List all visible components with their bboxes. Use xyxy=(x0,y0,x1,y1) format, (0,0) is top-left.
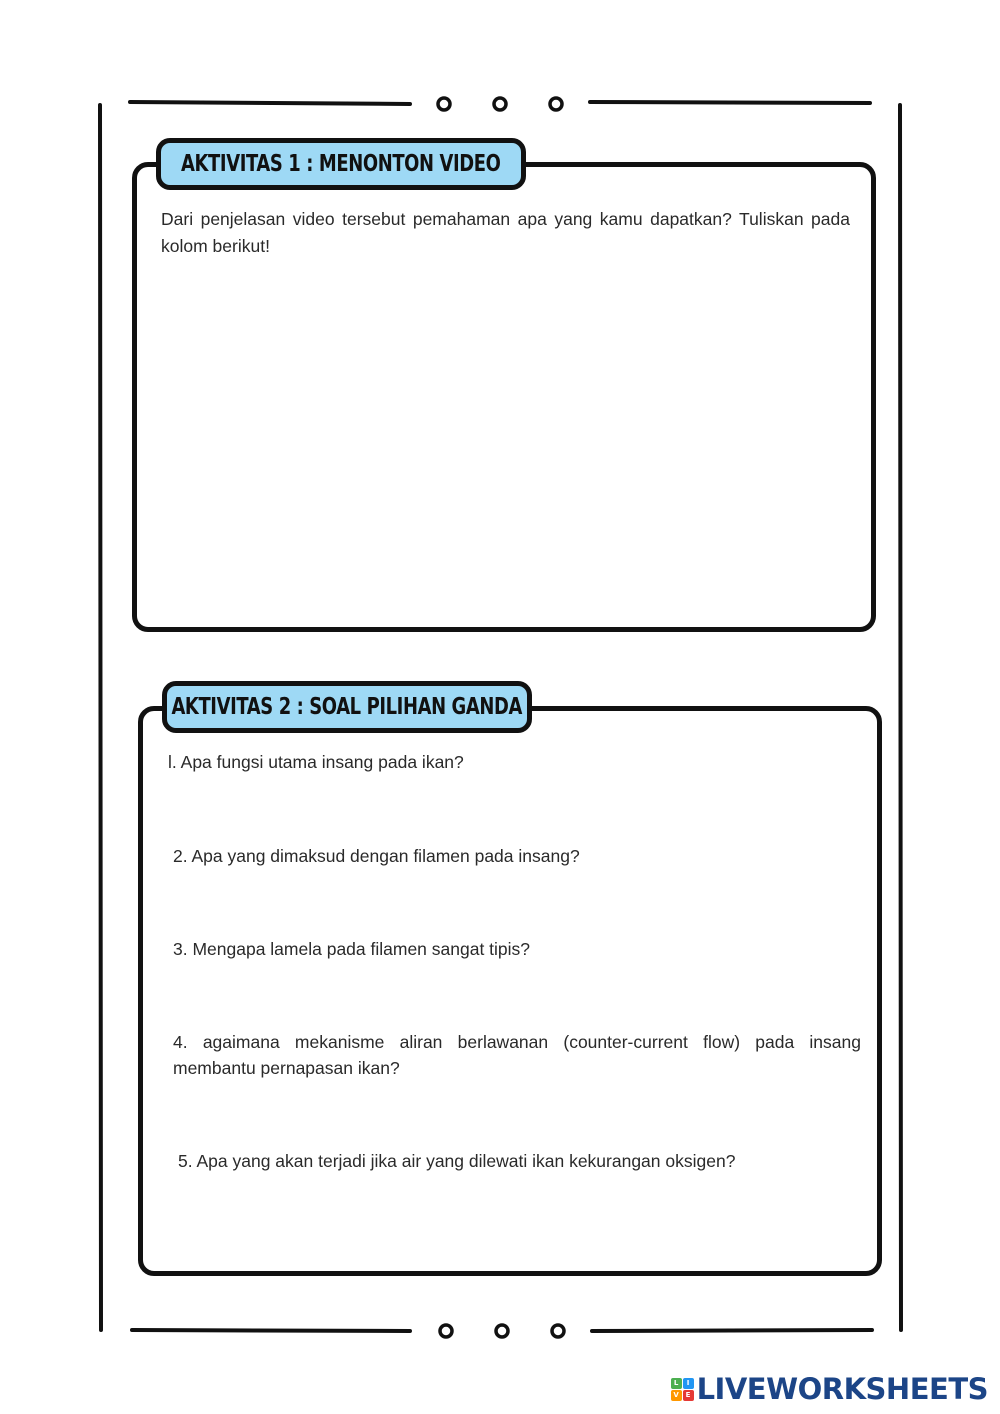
question-2: 2. Apa yang dimaksud dengan filamen pada insang? xyxy=(173,846,580,866)
activity2-title: AKTIVITAS 2 : SOAL PILIHAN GANDA xyxy=(171,694,523,720)
activity2-title-tab xyxy=(162,681,532,733)
frame-top-rule-left xyxy=(130,102,410,104)
liveworksheets-wordmark: LIVEWORKSHEETS xyxy=(696,1372,988,1406)
frame-right-line xyxy=(900,105,901,1330)
frame-bottom-rule-right xyxy=(592,1330,872,1331)
activity2-question-box xyxy=(138,706,882,1276)
activity1-instruction: Dari penjelasan video tersebut pemahaman apa yang kamu dapatkan? Tuliskan pada kolom berikut! xyxy=(161,209,850,256)
frame-bottom-rule-left xyxy=(132,1330,410,1331)
question-4: 4. agaimana mekanisme aliran berlawanan (counter-current flow) pada insang membantu pernapasan ikan? xyxy=(173,1032,861,1078)
frame-left-line xyxy=(100,105,101,1330)
liveworksheets-logo-icon xyxy=(671,1378,694,1401)
ring-hole-icon xyxy=(440,1325,452,1337)
logo-letter: E xyxy=(683,1390,694,1401)
ring-hole-icon xyxy=(494,98,506,110)
question-1: l. Apa fungsi utama insang pada ikan? xyxy=(168,752,464,772)
logo-letter: V xyxy=(671,1390,682,1401)
ring-hole-icon xyxy=(438,98,450,110)
question-3: 3. Mengapa lamela pada filamen sangat tipis? xyxy=(173,939,531,959)
ring-hole-icon xyxy=(552,1325,564,1337)
question-5: 5. Apa yang akan terjadi jika air yang dilewati ikan kekurangan oksigen? xyxy=(178,1151,736,1171)
liveworksheets-brand[interactable] xyxy=(671,1372,988,1406)
frame-top-rule-right xyxy=(590,102,870,103)
logo-letter: L xyxy=(671,1378,682,1389)
activity1-title: AKTIVITAS 1 : MENONTON VIDEO xyxy=(181,151,501,177)
activity1-title-tab xyxy=(156,138,526,190)
logo-letter: I xyxy=(683,1378,694,1389)
ring-hole-icon xyxy=(496,1325,508,1337)
ring-hole-icon xyxy=(550,98,562,110)
